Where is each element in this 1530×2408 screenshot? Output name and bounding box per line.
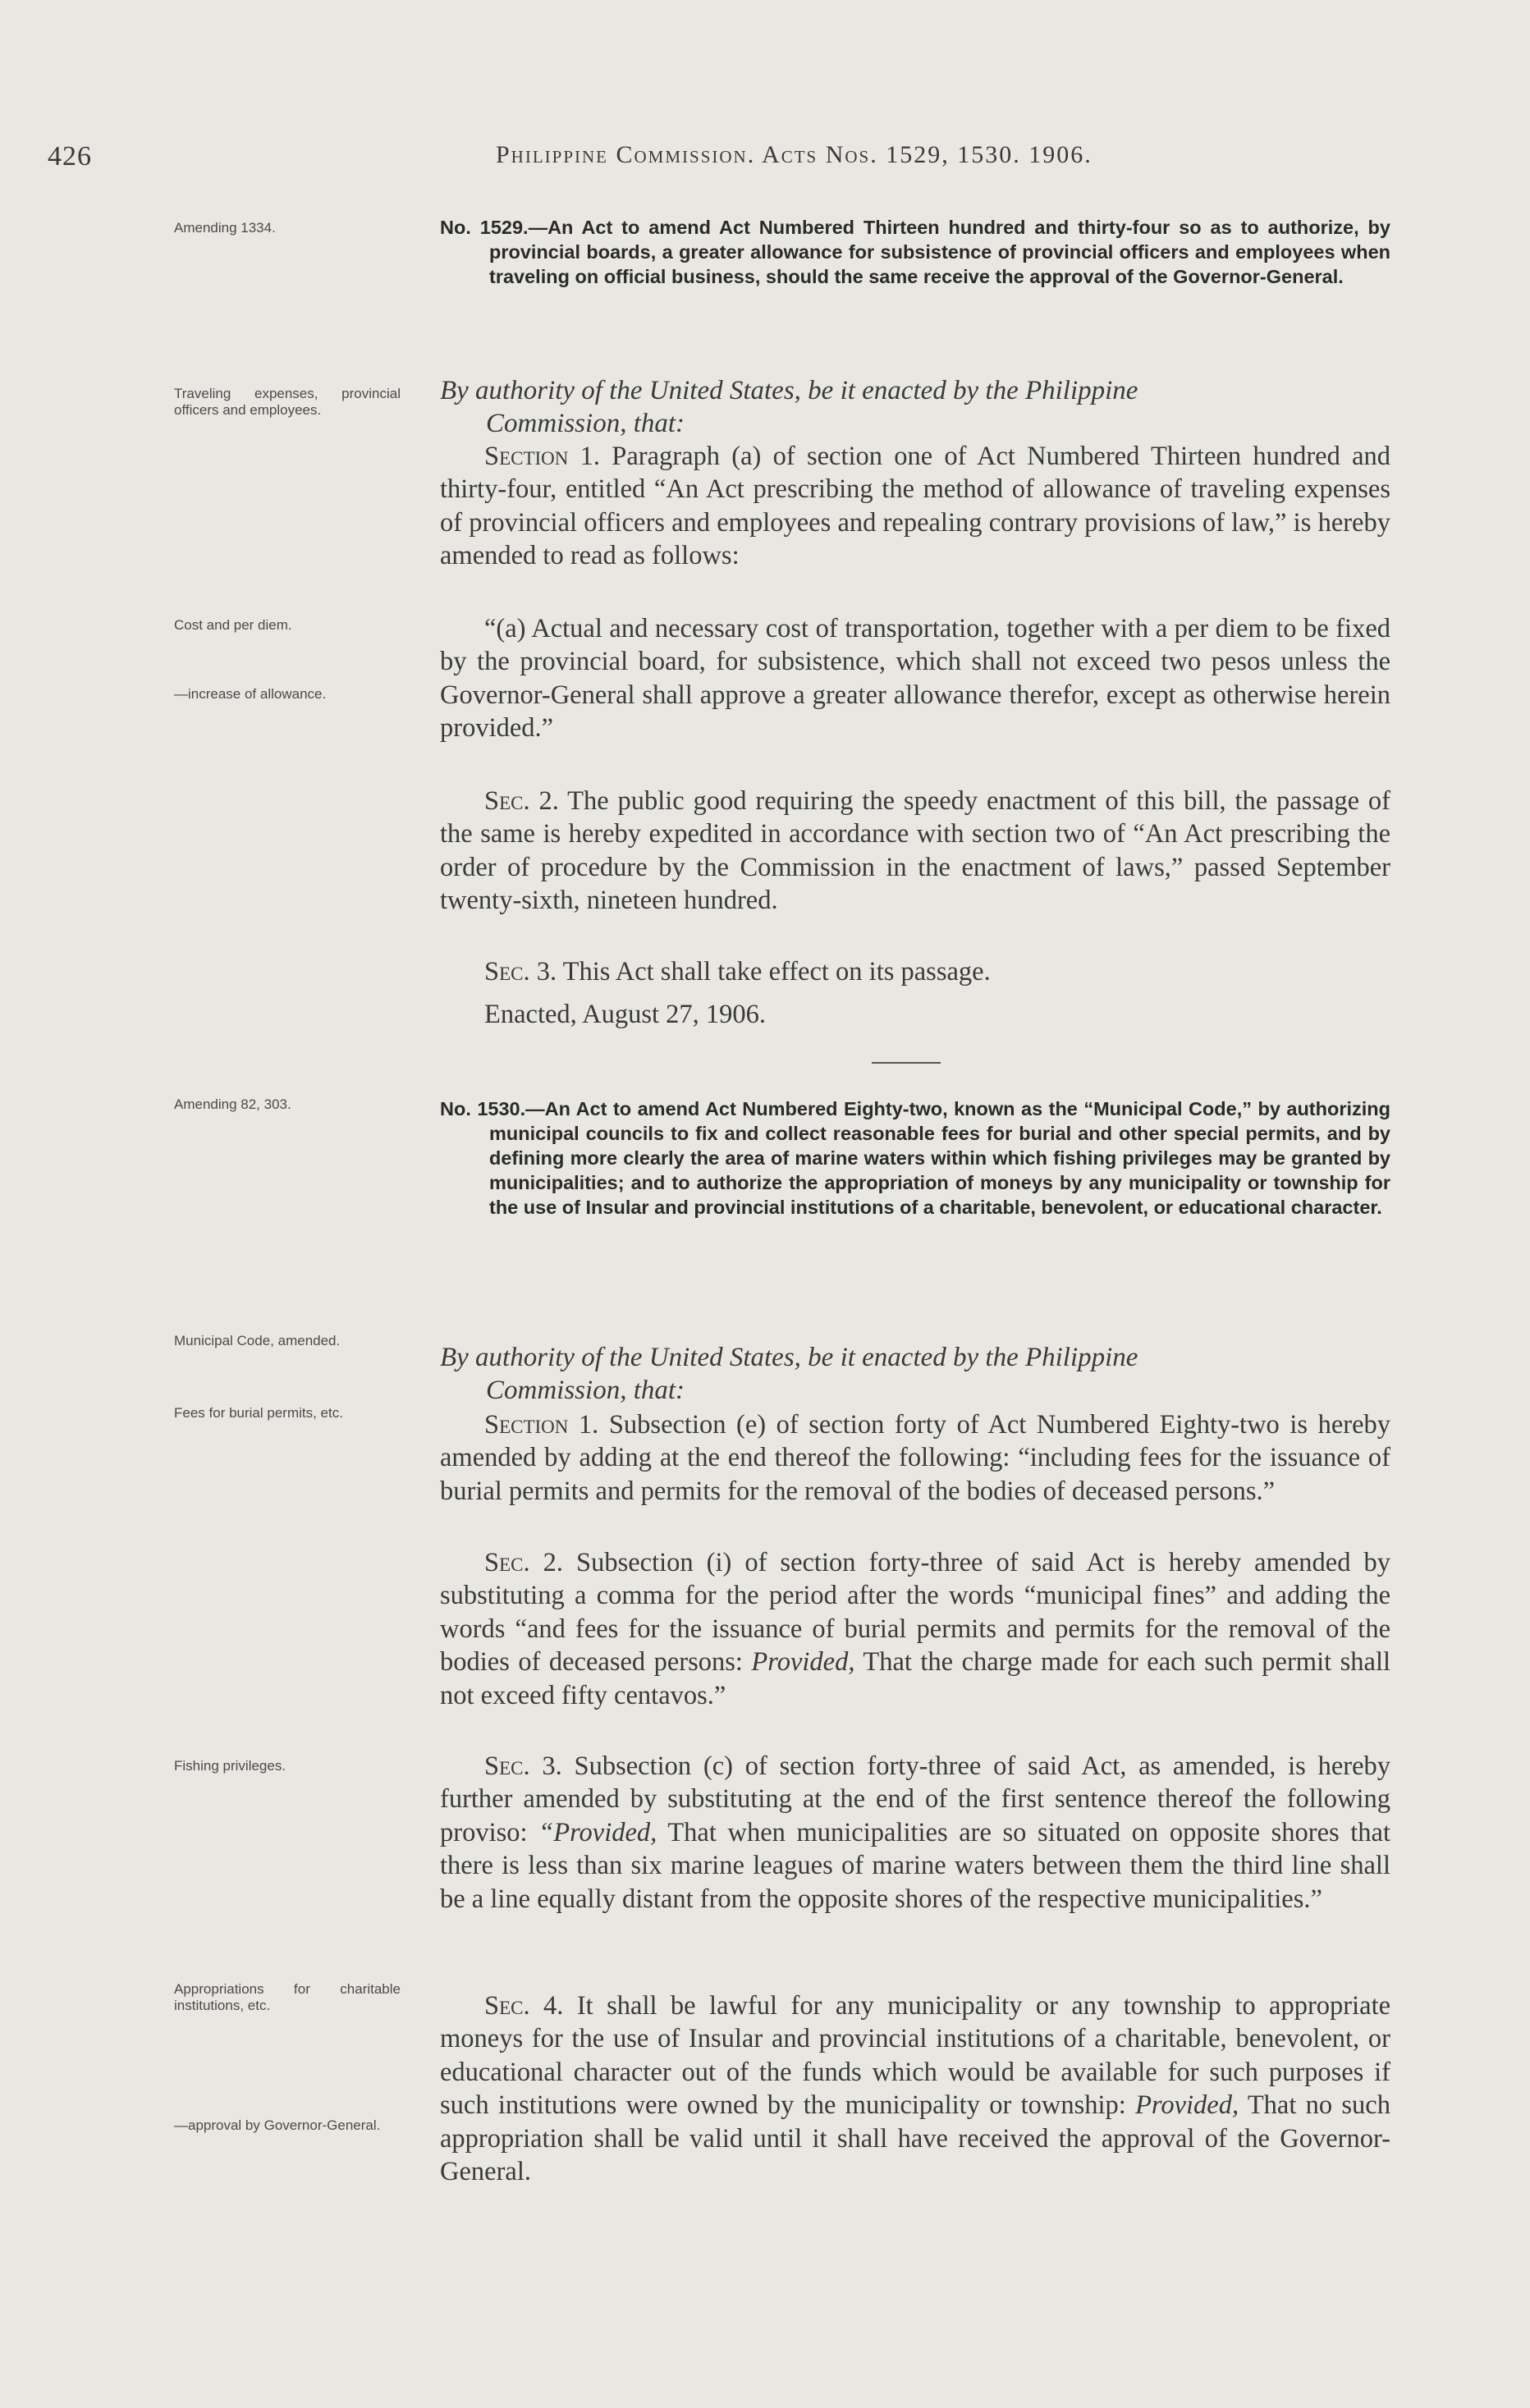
act-1529-enacted-date: Enacted, August 27, 1906.: [484, 1000, 767, 1029]
section-label: Sec. 4.: [484, 1991, 564, 2021]
section-label: Section 1.: [484, 442, 601, 471]
section-text: It shall be lawful for any municipality or any township to appropriate moneys for the use of Insular and provincial institutions of a charitable, benevolent, or educational character out of the funds which would be available for such purposes if such institutions were owned by the municipality or township:: [440, 1991, 1391, 2121]
enacting-line-2: Commission, that:: [486, 1376, 685, 1405]
section-text: Subsection (c) of section forty-three of said Act, as amended, is hereby further amended by substituting at the end of the first sentence thereof the following proviso:: [440, 1751, 1390, 1847]
section-text: That no such appropriation shall be valid until it shall have received the approval of the Governor-General.: [440, 2090, 1390, 2187]
act-1530-section-4: [440, 1989, 1390, 2188]
section-text: Subsection (i) of section forty-three of said Act is hereby amended by substituting a comma for the period after the words “municipal fines” and adding the words “and fees for the issuance of burial permits and permits for the removal of the bodies of deceased persons:: [440, 1548, 1390, 1678]
act-1530-section-2: [440, 1546, 1390, 1712]
margin-note-burial-fees: Fees for burial permits, etc.: [174, 1405, 343, 1421]
margin-note-approval: —approval by Governor-General.: [174, 2117, 381, 2133]
margin-note-municipal-code: Municipal Code, amended.: [174, 1333, 341, 1348]
section-label: Sec. 2.: [484, 786, 559, 816]
act-1529-title: [440, 215, 1390, 289]
act-1529-number: No. 1529.: [440, 217, 529, 238]
section-text: The public good requiring the speedy enactment of this bill, the passage of the same is hereby expedited in accordance with section two of “An Act prescribing the order of procedure by the Commission in the enactment of laws,” passed September twenty-sixth, nineteen hundred.: [440, 786, 1390, 916]
margin-note-amending-82-303: Amending 82, 303.: [174, 1096, 291, 1112]
act-1529-section-3: [440, 955, 1390, 988]
act-1529-title-text: —An Act to amend Act Numbered Thirteen hundred and thirty-four so as to authorize, by provincial boards, a greater allowance for subsistence of provincial officers and employees when traveling on official business, should the same receive the approval of the Governor-General.: [489, 217, 1390, 287]
running-head: Philippine Commission. Acts Nos. 1529, 1530. 1906.: [496, 141, 1093, 168]
margin-note-increase-allowance: —increase of allowance.: [174, 686, 327, 702]
enacting-line-1: By authority of the United States, be it enacted by the Philippine: [440, 1343, 1138, 1372]
section-text: Subsection (e) of section forty of Act Numbered Eighty-two is hereby amended by adding at the end thereof the following: “including fees for the issuance of burial permits and permits for the removal of the bodies of deceased persons.”: [440, 1410, 1390, 1506]
act-1530-title-text: —An Act to amend Act Numbered Eighty-two, known as the “Municipal Code,” by authorizing municipal councils to fix and collect reasonable fees for burial and other special permits, and by defining more clearly the area of marine waters within which fishing privileges may be granted by municipalities; and to authorize the appropriation of moneys by any municipality or township for the use of Insular and provincial institutions of a charitable, benevolent, or educational character.: [489, 1098, 1390, 1218]
act-1530-enacting-clause: [440, 1341, 1392, 1407]
margin-note-cost-per-diem: Cost and per diem.: [174, 617, 292, 633]
margin-note-fishing-privileges: Fishing privileges.: [174, 1758, 286, 1774]
section-text: That the charge made for each such permit shall not exceed fifty centavos.”: [440, 1647, 1390, 1710]
section-label: Sec. 2.: [484, 1548, 563, 1577]
margin-note-amending-1334: Amending 1334.: [174, 220, 276, 236]
enacting-line-1: By authority of the United States, be it enacted by the Philippine: [440, 376, 1138, 405]
act-1530-section-3: [440, 1750, 1390, 1916]
page-number: 426: [48, 141, 92, 172]
act-1530-title: [440, 1096, 1390, 1220]
proviso: Provided,: [751, 1647, 855, 1678]
section-text: That when municipalities are so situated on opposite shores that there is less than six marine leagues of marine waters between them the third line shall be a line equally distant from the opposite shores of the respective municipalities.”: [440, 1817, 1390, 1914]
enacting-line-2: Commission, that:: [486, 409, 685, 438]
act-1529-section-2: [440, 785, 1390, 918]
act-1530-section-1: [440, 1408, 1390, 1508]
act-1529-quoted-paragraph: “(a) Actual and necessary cost of transportation, together with a per diem to be fixed by the provincial board, for subsistence, which shall not exceed two pesos unless the Governor-General shall approve a greater allowance therefor, except as otherwise herein provided.”: [440, 614, 1390, 744]
act-1529-enacting-clause: [440, 374, 1392, 440]
act-1529-section-1: [440, 440, 1390, 573]
section-label: Sec. 3.: [484, 1751, 562, 1781]
section-divider: [872, 1062, 941, 1064]
section-label: Section 1.: [484, 1410, 599, 1440]
margin-note-appropriations: Appropriations for charitable institutions, etc.: [174, 1981, 401, 2013]
proviso: “Provided,: [538, 1817, 657, 1847]
proviso: Provided,: [1135, 2090, 1239, 2121]
act-1530-number: No. 1530.: [440, 1098, 526, 1119]
margin-note-traveling-expenses: Traveling expenses, provincial officers and employees.: [174, 386, 401, 418]
section-text: This Act shall take effect on its passage.: [562, 957, 991, 987]
section-label: Sec. 3.: [484, 957, 557, 987]
section-text: Paragraph (a) of section one of Act Numbered Thirteen hundred and thirty-four, entitled “An Act prescribing the method of allowance of traveling expenses of provincial officers and employees and repealing contrary provisions of law,” is hereby amended to read as follows:: [440, 442, 1391, 571]
